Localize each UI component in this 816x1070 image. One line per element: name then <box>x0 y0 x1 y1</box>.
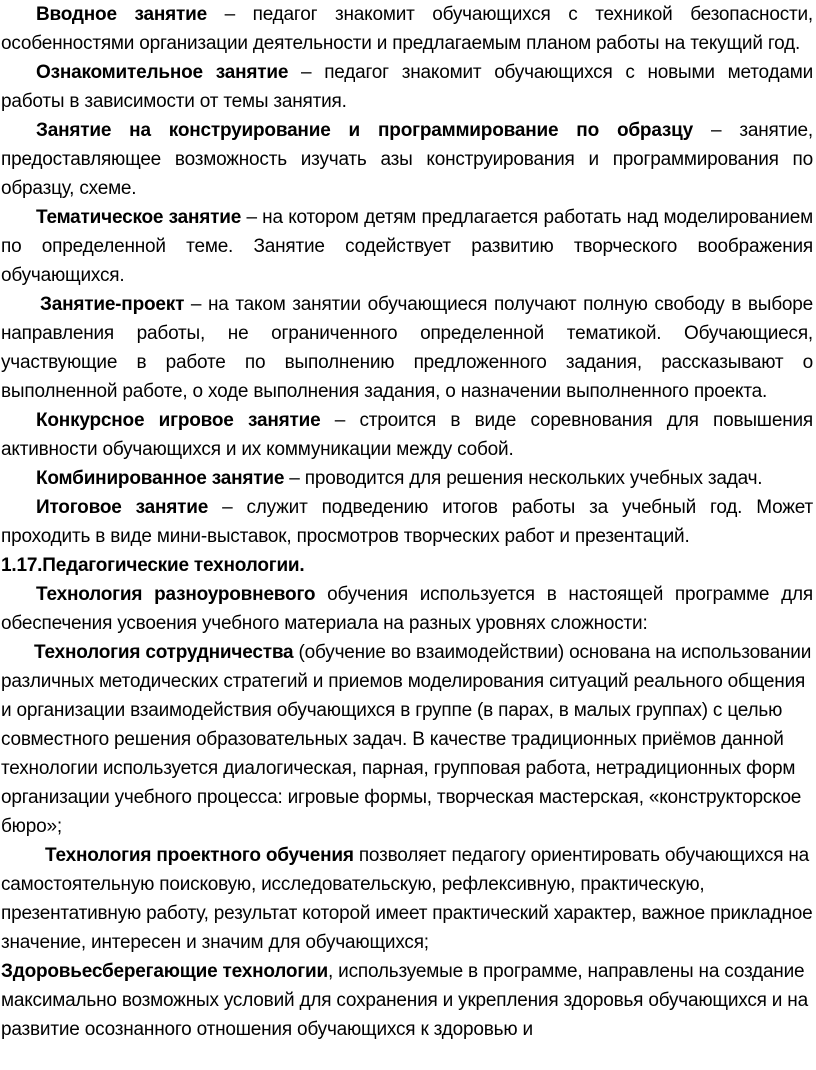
paragraph-final-lesson <box>0 493 816 551</box>
term-combined-lesson: Комбинированное занятие <box>36 468 285 489</box>
paragraph-project-technology <box>0 841 816 957</box>
term-familiarization-lesson: Ознакомительное занятие <box>36 62 289 83</box>
text-project-technology: позволяет педагогу ориентировать обучающихся на самостоятельную поисковую, исследовательскую, рефлексивную, практическую, презентативную работу, результат которой имеет практический характер, важное прикладное значение, интересен и значим для обучающихся; <box>1 845 813 953</box>
term-model-lesson: Занятие на конструирование и программирование по образцу <box>36 120 694 141</box>
term-project-technology: Технология проектного обучения <box>45 845 354 866</box>
term-cooperation-technology: Технология сотрудничества <box>34 642 294 663</box>
text-final-lesson: – служит подведению итогов работы за учебный год. Может проходить в виде мини-выставок, просмотров творческих работ и презентаций. <box>1 497 813 547</box>
paragraph-model-lesson <box>0 116 816 203</box>
paragraph-intro-lesson <box>0 0 816 58</box>
text-intro-lesson: – педагог знакомит обучающихся с техникой безопасности, особенностями организации деятельности и предлагаемым планом работы на текущий год. <box>1 4 814 54</box>
text-cooperation-technology: (обучение во взаимодействии) основана на использовании различных методических стратегий и приемов моделирования ситуаций реального общения и организации взаимодействия обучающихся в группе (в парах, в малых группах) с целью совместного решения образовательных задач. В качестве традиционных приёмов данной технологии используется диалогическая, парная, групповая работа, нетрадиционных форм организации учебного процесса: игровые формы, творческая мастерская, «конструкторское бюро»; <box>1 642 812 837</box>
paragraph-contest-lesson <box>0 406 816 464</box>
paragraph-cooperation-technology <box>0 638 816 841</box>
paragraph-multilevel-technology <box>0 580 816 638</box>
paragraph-health-technology <box>0 957 816 1044</box>
text-multilevel-technology: обучения используется в настоящей программе для обеспечения усвоения учебного материала на разных уровнях сложности: <box>1 584 813 634</box>
paragraph-familiarization-lesson <box>0 58 816 116</box>
section-heading: 1.17.Педагогические технологии. <box>1 555 305 576</box>
term-final-lesson: Итоговое занятие <box>36 497 209 518</box>
paragraph-project-lesson <box>0 290 816 406</box>
term-project-lesson: Занятие-проект <box>40 294 185 315</box>
term-multilevel-technology: Технология разноуровневого <box>36 584 316 605</box>
text-health-technology: , используемые в программе, направлены на создание максимально возможных условий для сохранения и укрепления здоровья обучающихся и на развитие осознанного отношения обучающихся к здоровью и <box>1 961 808 1040</box>
text-project-lesson: – на таком занятии обучающиеся получают полную свободу в выборе направления работы, не ограниченного определенной тематикой. Обучающиеся, участвующие в работе по выполнению предложенного задания, рассказывают о выполненной работе, о ходе выполнения задания, о назначении выполненного проекта. <box>1 294 813 402</box>
text-familiarization-lesson: – педагог знакомит обучающихся с новыми методами работы в зависимости от темы занятия. <box>1 62 813 112</box>
text-thematic-lesson: – на котором детям предлагается работать над моделированием по определенной теме. Занятие содействует развитию творческого воображения обучающихся. <box>1 207 813 286</box>
term-intro-lesson: Вводное занятие <box>36 4 207 25</box>
paragraph-combined-lesson <box>0 464 816 493</box>
term-thematic-lesson: Тематическое занятие <box>36 207 242 228</box>
paragraph-thematic-lesson <box>0 203 816 290</box>
text-combined-lesson: – проводится для решения нескольких учебных задач. <box>284 468 763 489</box>
text-contest-lesson: – строится в виде соревнования для повышения активности обучающихся и их коммуникации между собой. <box>1 410 813 460</box>
term-contest-lesson: Конкурсное игровое занятие <box>36 410 321 431</box>
text-model-lesson: – занятие, предоставляющее возможность изучать азы конструирования и программирования по образцу, схеме. <box>1 120 814 199</box>
term-health-technology: Здоровьесберегающие технологии <box>1 961 329 982</box>
